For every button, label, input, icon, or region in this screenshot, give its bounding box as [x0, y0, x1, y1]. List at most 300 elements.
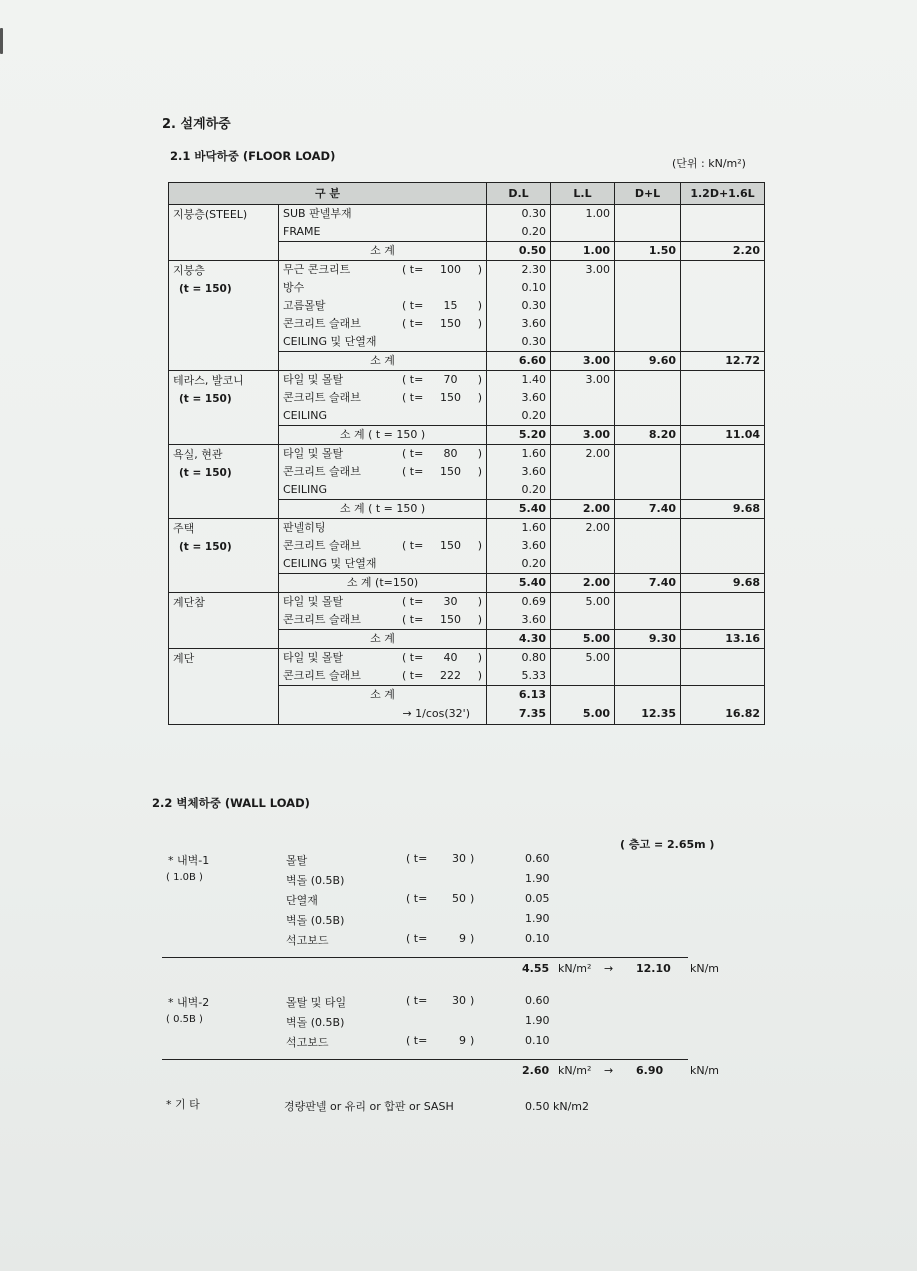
- subtotal-ll: [551, 686, 615, 705]
- dl-cell: 3.60: [487, 611, 551, 630]
- dpl-cell: [615, 205, 681, 224]
- item-line: [283, 481, 482, 499]
- ll-cell: 1.00: [551, 205, 615, 224]
- ll-cell: [551, 555, 615, 574]
- unit-label: (단위 : kN/m²): [672, 157, 746, 170]
- thickness-value: 150: [440, 613, 462, 626]
- wall-line-unit: kN/m: [690, 962, 720, 975]
- item-thickness: [402, 463, 482, 481]
- item-cell: [279, 279, 487, 297]
- group-name: 계단참: [173, 596, 205, 609]
- item-label: CEILING: [283, 483, 327, 496]
- factored-cell: [681, 279, 765, 297]
- factored-cell: [681, 297, 765, 315]
- factored-cell: [681, 333, 765, 352]
- subtotal-dl: 5.40: [487, 500, 551, 519]
- dl-cell: 3.60: [487, 389, 551, 407]
- subtotal-ll: 1.00: [551, 242, 615, 261]
- dpl-cell: [615, 611, 681, 630]
- subtotal-label: 소 계: [279, 630, 487, 649]
- group-name-cell: [169, 519, 279, 593]
- arrow-icon: →: [604, 1064, 614, 1077]
- subtotal-fac: 11.04: [681, 426, 765, 445]
- factored-cell: [681, 611, 765, 630]
- dl-cell: 0.80: [487, 649, 551, 668]
- thickness-value: 150: [440, 391, 462, 404]
- item-thickness: [402, 389, 482, 407]
- item-label: 콘크리트 슬래브: [283, 391, 361, 404]
- thickness-value: 30: [452, 994, 466, 1007]
- dpl-cell: [615, 389, 681, 407]
- item-label: 타일 및 몰탈: [283, 373, 344, 386]
- wall-item-value: 0.60: [525, 994, 550, 1007]
- thickness-prefix: ( t=: [402, 299, 424, 312]
- thickness-prefix: ( t=: [406, 1034, 428, 1047]
- ll-cell: [551, 481, 615, 500]
- dpl-cell: [615, 407, 681, 426]
- ll-cell: [551, 297, 615, 315]
- thickness-prefix: ( t=: [402, 465, 424, 478]
- subtotal-fac: 2.20: [681, 242, 765, 261]
- item-line: [283, 279, 482, 297]
- wall-line-unit: kN/m: [690, 1064, 720, 1077]
- table-row: [169, 205, 765, 224]
- subtotal-fac: 12.72: [681, 352, 765, 371]
- dl-cell: 1.40: [487, 371, 551, 390]
- item-cell: [279, 519, 487, 538]
- factored-cell: [681, 315, 765, 333]
- item-label: 고름몰탈: [283, 299, 326, 312]
- wall-item-value: 0.05: [525, 892, 550, 905]
- wall-item-value: 0.10: [525, 1034, 550, 1047]
- item-label: CEILING 및 단열재: [283, 557, 377, 570]
- thickness-value: 100: [440, 263, 462, 276]
- story-height: ( 층고 = 2.65m ): [620, 838, 715, 851]
- floor-load-table: [168, 182, 765, 725]
- subtotal-dpl: 8.20: [615, 426, 681, 445]
- other-value: 0.50 kN/m2: [525, 1100, 590, 1113]
- item-thickness: [402, 407, 482, 425]
- ll-cell: [551, 611, 615, 630]
- wall-load-title: 2.2 벽체하중 (WALL LOAD): [152, 796, 310, 810]
- thickness-suffix: ): [477, 299, 482, 312]
- item-thickness: [402, 593, 482, 611]
- header-cell: D+L: [615, 183, 681, 205]
- group-thickness: (t = 150): [179, 283, 232, 295]
- wall-line-load: 6.90: [636, 1064, 664, 1077]
- subtotal-ll: 2.00: [551, 574, 615, 593]
- ll-cell: 5.00: [551, 649, 615, 668]
- item-cell: [279, 297, 487, 315]
- group-thickness: (t = 150): [179, 541, 232, 553]
- table-header-row: [169, 183, 765, 205]
- dpl-cell: [615, 371, 681, 390]
- item-cell: [279, 407, 487, 426]
- thickness-prefix: ( t=: [402, 373, 424, 386]
- table-row: [169, 371, 765, 390]
- thickness-value: 80: [443, 447, 458, 460]
- dpl-cell: [615, 315, 681, 333]
- thickness-prefix: ( t=: [402, 613, 424, 626]
- thickness-suffix: ): [470, 1034, 475, 1047]
- item-thickness: [402, 555, 482, 573]
- item-cell: [279, 463, 487, 481]
- item-label: 콘크리트 슬래브: [283, 317, 361, 330]
- ll-cell: 2.00: [551, 445, 615, 464]
- dl-cell: 0.20: [487, 223, 551, 242]
- item-thickness: [402, 519, 482, 537]
- item-thickness: [402, 445, 482, 463]
- dpl-cell: [615, 593, 681, 612]
- group-thickness: (t = 150): [179, 467, 232, 479]
- subtotal-ll: 5.00: [551, 704, 615, 725]
- subtotal-dl: 0.50: [487, 242, 551, 261]
- wall-item-label: 벽돌 (0.5B): [286, 914, 345, 927]
- item-label: 콘크리트 슬래브: [283, 613, 361, 626]
- factored-cell: [681, 463, 765, 481]
- thickness-prefix: ( t=: [402, 651, 424, 664]
- subtotal-label: 소 계: [279, 686, 487, 705]
- section-title: 2. 설계하중: [162, 117, 231, 132]
- subtotal-dpl: 12.35: [615, 704, 681, 725]
- thickness-value: 150: [440, 317, 462, 330]
- dl-cell: 3.60: [487, 537, 551, 555]
- dl-cell: 0.69: [487, 593, 551, 612]
- dl-cell: 0.20: [487, 407, 551, 426]
- thickness-prefix: ( t=: [402, 317, 424, 330]
- item-line: [283, 315, 482, 333]
- subtotal-dpl: 1.50: [615, 242, 681, 261]
- sum-divider: [162, 1059, 688, 1060]
- thickness-prefix: ( t=: [406, 994, 428, 1007]
- thickness-prefix: ( t=: [402, 669, 424, 682]
- subtotal-dl: 5.20: [487, 426, 551, 445]
- thickness-prefix: ( t=: [402, 539, 424, 552]
- thickness-prefix: ( t=: [402, 447, 424, 460]
- factored-cell: [681, 667, 765, 686]
- thickness-value: 70: [443, 373, 458, 386]
- item-line: [283, 555, 482, 573]
- thickness-value: 150: [440, 465, 462, 478]
- dl-cell: 2.30: [487, 261, 551, 280]
- other-desc: 경량판넬 or 유리 or 합판 or SASH: [284, 1100, 454, 1113]
- wall-group-name: * 내벽-1: [168, 854, 210, 867]
- item-label: FRAME: [283, 225, 321, 238]
- thickness-suffix: ): [470, 892, 475, 905]
- table-row: [169, 261, 765, 280]
- dl-cell: 0.30: [487, 205, 551, 224]
- subtotal-dpl: 7.40: [615, 500, 681, 519]
- item-label: 콘크리트 슬래브: [283, 465, 361, 478]
- wall-group-name: * 내벽-2: [168, 996, 210, 1009]
- item-cell: [279, 205, 487, 224]
- item-cell: [279, 555, 487, 574]
- item-cell: [279, 315, 487, 333]
- item-cell: [279, 649, 487, 668]
- thickness-prefix: ( t=: [402, 391, 424, 404]
- group-name-cell: [169, 445, 279, 519]
- binder-mark: [0, 28, 3, 54]
- ll-cell: [551, 667, 615, 686]
- item-label: 무근 콘크리트: [283, 263, 351, 276]
- item-line: [283, 205, 482, 223]
- item-cell: [279, 593, 487, 612]
- thickness-value: 15: [443, 299, 458, 312]
- item-label: 콘크리트 슬래브: [283, 669, 361, 682]
- group-name: 욕실, 현관: [173, 448, 223, 461]
- group-name: 지붕층(STEEL): [173, 208, 248, 221]
- item-line: [283, 445, 482, 463]
- dpl-cell: [615, 649, 681, 668]
- wall-total-unit: kN/m²: [558, 1064, 592, 1077]
- ll-cell: [551, 407, 615, 426]
- wall-item-value: 0.10: [525, 932, 550, 945]
- item-line: [283, 223, 482, 241]
- ll-cell: [551, 389, 615, 407]
- ll-cell: [551, 279, 615, 297]
- factored-cell: [681, 261, 765, 280]
- wall-item-value: 1.90: [525, 912, 550, 925]
- table-row: [169, 649, 765, 668]
- item-thickness: [402, 223, 482, 241]
- item-thickness: [402, 333, 482, 351]
- thickness-value: 9: [459, 932, 466, 945]
- thickness-value: 150: [440, 539, 462, 552]
- subtotal-dpl: 9.30: [615, 630, 681, 649]
- thickness-value: 30: [452, 852, 466, 865]
- dl-cell: 0.30: [487, 333, 551, 352]
- item-label: 타일 및 몰탈: [283, 651, 344, 664]
- item-line: [283, 593, 482, 611]
- item-thickness: [402, 611, 482, 629]
- item-thickness: [402, 279, 482, 297]
- wall-item-label: 석고보드: [286, 934, 329, 947]
- wall-item-label: 석고보드: [286, 1036, 329, 1049]
- thickness-prefix: ( t=: [406, 892, 428, 905]
- dpl-cell: [615, 261, 681, 280]
- dpl-cell: [615, 445, 681, 464]
- dl-cell: 0.10: [487, 279, 551, 297]
- header-cell: L.L: [551, 183, 615, 205]
- wall-total: 2.60: [522, 1064, 550, 1077]
- item-cell: [279, 223, 487, 242]
- group-name-cell: [169, 649, 279, 725]
- item-line: [283, 261, 482, 279]
- wall-item-label: 벽돌 (0.5B): [286, 874, 345, 887]
- item-label: 콘크리트 슬래브: [283, 539, 361, 552]
- thickness-suffix: ): [477, 613, 482, 626]
- dl-cell: 5.33: [487, 667, 551, 686]
- thickness-prefix: ( t=: [402, 595, 424, 608]
- item-cell: [279, 371, 487, 390]
- item-thickness: [402, 649, 482, 667]
- subtotal-dl: 6.13: [487, 686, 551, 705]
- item-label: 방수: [283, 281, 305, 294]
- item-thickness: [402, 261, 482, 279]
- thickness-value: 30: [443, 595, 458, 608]
- item-thickness: [402, 537, 482, 555]
- thickness-suffix: ): [477, 373, 482, 386]
- header-cell: D.L: [487, 183, 551, 205]
- wall-item-label: 단열재: [286, 894, 318, 907]
- thickness-suffix: ): [477, 595, 482, 608]
- item-thickness: [402, 297, 482, 315]
- thickness-suffix: ): [477, 263, 482, 276]
- dpl-cell: [615, 481, 681, 500]
- dpl-cell: [615, 279, 681, 297]
- subtotal-ll: 3.00: [551, 426, 615, 445]
- subtotal-dpl: 7.40: [615, 574, 681, 593]
- table-row: [169, 519, 765, 538]
- factored-cell: [681, 481, 765, 500]
- subtotal-label: 소 계: [279, 242, 487, 261]
- item-line: [283, 463, 482, 481]
- dpl-cell: [615, 463, 681, 481]
- wall-group-thickness: ( 0.5B ): [166, 1014, 203, 1025]
- dpl-cell: [615, 333, 681, 352]
- wall-item-value: 1.90: [525, 1014, 550, 1027]
- thickness-prefix: ( t=: [406, 852, 428, 865]
- ll-cell: [551, 333, 615, 352]
- subtotal-ll: 5.00: [551, 630, 615, 649]
- item-line: [283, 667, 482, 685]
- thickness-suffix: ): [477, 669, 482, 682]
- item-line: [283, 297, 482, 315]
- wall-line-load: 12.10: [636, 962, 671, 975]
- wall-item-label: 벽돌 (0.5B): [286, 1016, 345, 1029]
- ll-cell: [551, 537, 615, 555]
- subtotal-fac: [681, 686, 765, 705]
- dpl-cell: [615, 223, 681, 242]
- dpl-cell: [615, 667, 681, 686]
- group-name-cell: [169, 593, 279, 649]
- item-label: CEILING: [283, 409, 327, 422]
- dl-cell: 0.30: [487, 297, 551, 315]
- dpl-cell: [615, 537, 681, 555]
- ll-cell: 3.00: [551, 371, 615, 390]
- item-thickness: [402, 205, 482, 223]
- group-name: 주택: [173, 522, 195, 535]
- item-cell: [279, 537, 487, 555]
- dl-cell: 3.60: [487, 463, 551, 481]
- factored-cell: [681, 205, 765, 224]
- ll-cell: [551, 223, 615, 242]
- subtotal-dl: 4.30: [487, 630, 551, 649]
- group-name-cell: [169, 205, 279, 261]
- factored-cell: [681, 537, 765, 555]
- thickness-suffix: ): [470, 932, 475, 945]
- dl-cell: 3.60: [487, 315, 551, 333]
- factored-cell: [681, 389, 765, 407]
- subtotal-dl: 7.35: [487, 704, 551, 725]
- dpl-cell: [615, 297, 681, 315]
- item-cell: [279, 333, 487, 352]
- item-thickness: [402, 667, 482, 685]
- dl-cell: 0.20: [487, 555, 551, 574]
- item-label: 타일 및 몰탈: [283, 447, 344, 460]
- item-label: CEILING 및 단열재: [283, 335, 377, 348]
- item-cell: [279, 667, 487, 686]
- item-thickness: [402, 371, 482, 389]
- wall-group-thickness: ( 1.0B ): [166, 872, 203, 883]
- ll-cell: 5.00: [551, 593, 615, 612]
- thickness-suffix: ): [477, 651, 482, 664]
- item-cell: [279, 389, 487, 407]
- item-label: 판넬히팅: [283, 521, 326, 534]
- ll-cell: [551, 315, 615, 333]
- wall-total-unit: kN/m²: [558, 962, 592, 975]
- group-name: 지붕층: [173, 264, 205, 277]
- subtotal-fac: 9.68: [681, 574, 765, 593]
- subtotal-fac: 9.68: [681, 500, 765, 519]
- thickness-suffix: ): [470, 994, 475, 1007]
- factored-cell: [681, 593, 765, 612]
- item-cell: [279, 261, 487, 280]
- group-name-cell: [169, 371, 279, 445]
- thickness-value: 40: [443, 651, 458, 664]
- subtotal-fac: 13.16: [681, 630, 765, 649]
- item-line: [283, 407, 482, 425]
- item-line: [283, 611, 482, 629]
- group-name: 계단: [173, 652, 195, 665]
- floor-load-title: 2.1 바닥하중 (FLOOR LOAD): [170, 149, 336, 163]
- item-cell: [279, 481, 487, 500]
- thickness-suffix: ): [477, 465, 482, 478]
- table-row: [169, 445, 765, 464]
- ll-cell: 2.00: [551, 519, 615, 538]
- thickness-suffix: ): [477, 317, 482, 330]
- thickness-value: 222: [440, 669, 462, 682]
- subtotal-dpl: [615, 686, 681, 705]
- subtotal-label: 소 계 ( t = 150 ): [279, 500, 487, 519]
- header-cell-category: 구 분: [169, 183, 487, 205]
- thickness-value: 9: [459, 1034, 466, 1047]
- item-thickness: [402, 315, 482, 333]
- wall-item-value: 1.90: [525, 872, 550, 885]
- wall-item-value: 0.60: [525, 852, 550, 865]
- thickness-suffix: ): [470, 852, 475, 865]
- thickness-suffix: ): [477, 391, 482, 404]
- wall-item-label: 몰탈: [286, 854, 308, 867]
- item-line: [283, 371, 482, 389]
- subtotal-fac: 16.82: [681, 704, 765, 725]
- dpl-cell: [615, 519, 681, 538]
- thickness-suffix: ): [477, 539, 482, 552]
- subtotal-dl: 5.40: [487, 574, 551, 593]
- thickness-suffix: ): [477, 447, 482, 460]
- item-label: 타일 및 몰탈: [283, 595, 344, 608]
- factored-cell: [681, 407, 765, 426]
- thickness-value: 50: [452, 892, 466, 905]
- thickness-prefix: ( t=: [402, 263, 424, 276]
- subtotal-label: 소 계 ( t = 150 ): [279, 426, 487, 445]
- dl-cell: 1.60: [487, 519, 551, 538]
- thickness-prefix: ( t=: [406, 932, 428, 945]
- item-thickness: [402, 481, 482, 499]
- factored-cell: [681, 445, 765, 464]
- item-label: SUB 판넬부재: [283, 207, 352, 220]
- wall-total: 4.55: [522, 962, 550, 975]
- dl-cell: 0.20: [487, 481, 551, 500]
- sum-divider: [162, 957, 688, 958]
- other-name: * 기 타: [166, 1098, 200, 1111]
- group-thickness: (t = 150): [179, 393, 232, 405]
- subtotal-dl: 6.60: [487, 352, 551, 371]
- item-line: [283, 649, 482, 667]
- group-name-cell: [169, 261, 279, 371]
- item-cell: [279, 445, 487, 464]
- factored-cell: [681, 649, 765, 668]
